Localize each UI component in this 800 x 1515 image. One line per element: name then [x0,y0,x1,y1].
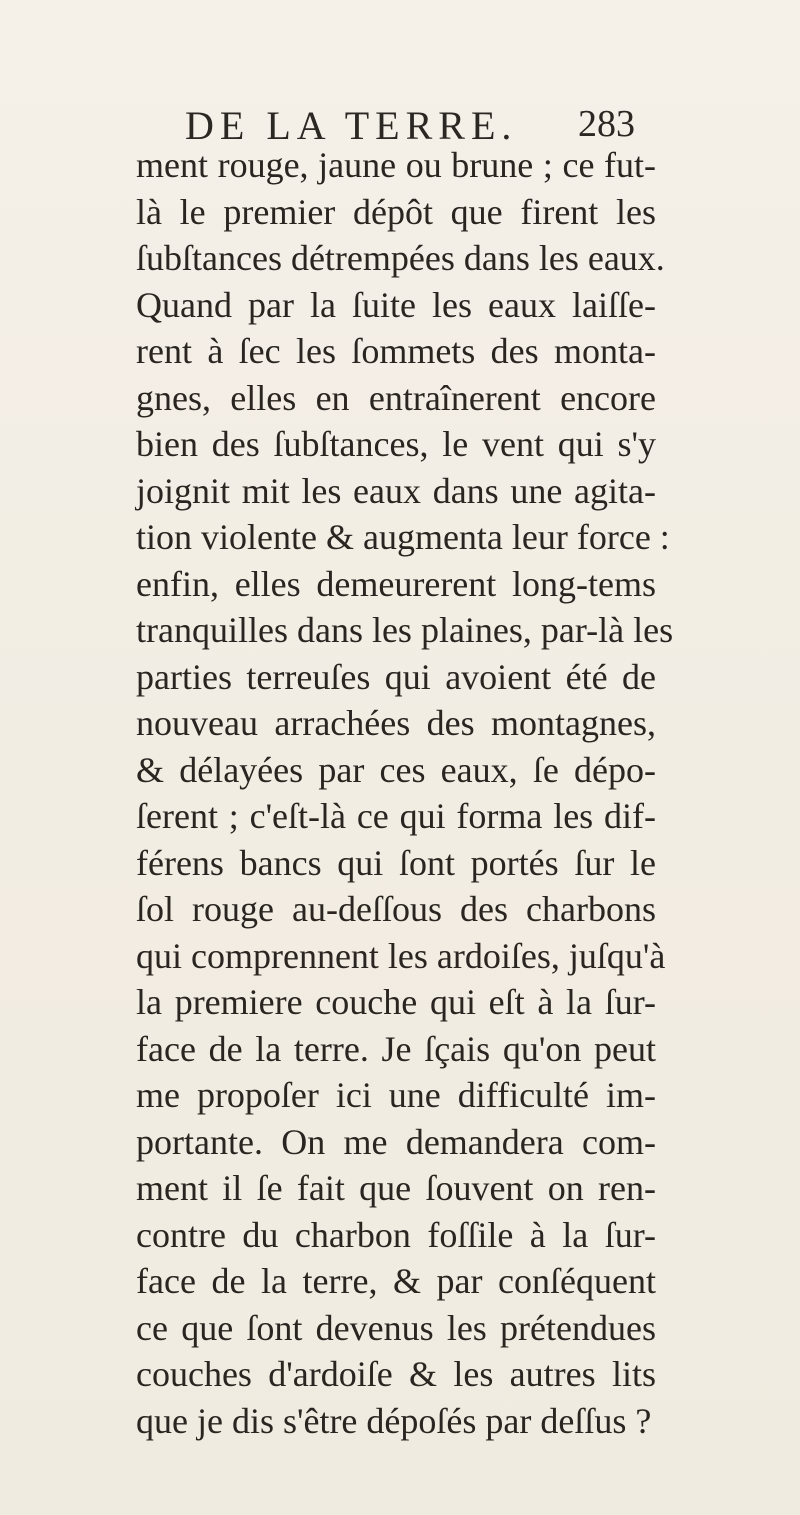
text-line: ſol rouge au-deſſous des charbons [136,889,656,929]
text-line: bien des ſubſtances, le vent qui s'y [136,424,656,464]
text-line: face de la terre, & par conſéquent [136,1261,656,1301]
text-line: tion violente & augmenta leur force : [136,517,670,557]
text-line: Quand par la ſuite les eaux laiſſe- [136,284,656,325]
text-line: rent à ſec les ſommets des monta- [136,331,656,371]
text-line: que je dis s'être dépoſés par deſſus ? [136,1400,652,1441]
text-line: ment il ſe fait que ſouvent on ren- [136,1168,656,1208]
text-line: & délayées par ces eaux, ſe dépo- [136,749,656,790]
page-number: 283 [578,103,635,145]
text-line: ce que ſont devenus les prétendues [136,1307,656,1348]
text-line: ment rouge, jaune ou brune ; ce fut- [136,145,656,185]
running-head: DE LA TERRE. [185,103,518,148]
text-line: férens bancs qui ſont portés ſur le [136,842,656,883]
text-line: ſubſtances détrempées dans les eaux. [136,238,665,278]
text-line: me propoſer ici une difficulté im- [136,1075,656,1115]
text-line: ſerent ; c'eſt-là ce qui forma les dif- [136,796,656,836]
text-line: contre du charbon foſſile à la ſur- [136,1214,656,1255]
body-text [136,142,674,1444]
text-line: tranquilles dans les plaines, par-là les [136,610,674,650]
text-line: là le premier dépôt que firent les [136,191,656,232]
text-line: gnes, elles en entraînerent encore [136,377,656,418]
text-line: enfin, elles demeurerent long-tems [136,563,656,604]
text-line: face de la terre. Je ſçais qu'on peut [136,1028,656,1069]
text-line: qui comprennent les ardoiſes, juſqu'à [136,935,666,976]
text-line: la premiere couche qui eſt à la ſur- [136,982,656,1022]
text-line: joignit mit les eaux dans une agita- [136,470,656,511]
text-line: couches d'ardoiſe & les autres lits [136,1354,656,1394]
text-line: portante. On me demandera com- [136,1121,656,1162]
text-line: parties terreuſes qui avoient été de [136,656,656,697]
text-line: nouveau arrachées des montagnes, [136,703,656,743]
